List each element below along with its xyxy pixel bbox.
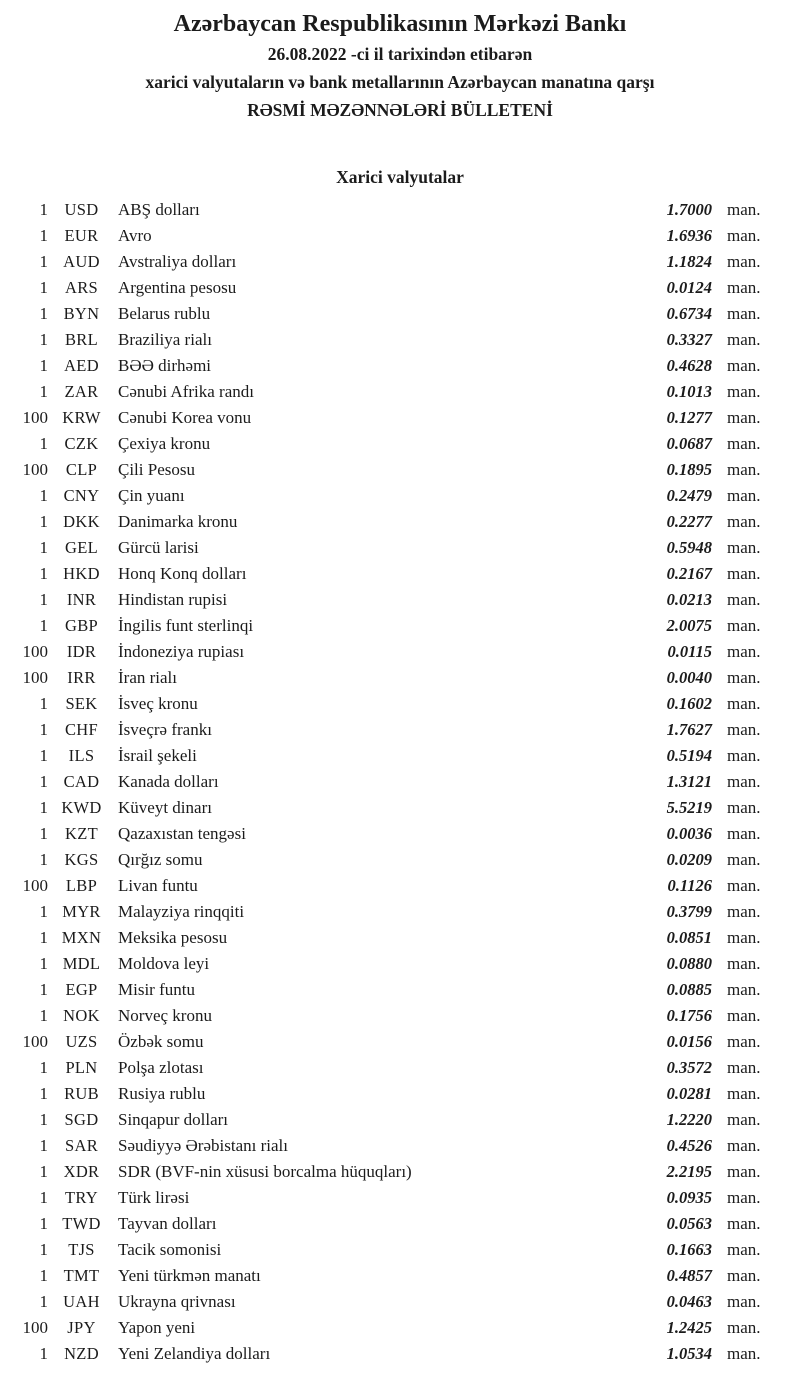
- currency-rate: 0.0851: [666, 928, 712, 947]
- currency-code: UZS: [65, 1032, 98, 1051]
- currency-quantity: 1: [39, 928, 48, 947]
- currency-unit: man.: [727, 746, 761, 765]
- currency-code: ILS: [68, 746, 95, 765]
- currency-name: Türk lirəsi: [118, 1188, 190, 1207]
- currency-rate: 0.0124: [666, 278, 712, 297]
- currency-code: MXN: [61, 928, 102, 947]
- currency-row: [0, 587, 800, 613]
- currency-row: [0, 1263, 800, 1289]
- currency-unit: man.: [727, 928, 761, 947]
- currency-row: [0, 1341, 800, 1367]
- currency-unit: man.: [727, 356, 761, 375]
- currency-row: [0, 717, 800, 743]
- currency-code: ZAR: [64, 382, 99, 401]
- currency-row: [0, 1289, 800, 1315]
- currency-name: Malayziya rinqqiti: [118, 902, 245, 921]
- currency-code: EUR: [64, 226, 99, 245]
- currency-name: Yeni Zelandiya dolları: [118, 1344, 271, 1363]
- currency-name: ABŞ dolları: [118, 200, 200, 219]
- currency-rate: 0.2167: [666, 564, 712, 583]
- currency-rate: 0.1126: [667, 876, 712, 895]
- currency-name: Livan funtu: [118, 876, 198, 895]
- currency-name: Cənubi Afrika randı: [118, 382, 254, 401]
- currency-row: [0, 249, 800, 275]
- currency-row: [0, 353, 800, 379]
- currency-row: [0, 769, 800, 795]
- currency-name: Kanada dolları: [118, 772, 219, 791]
- currency-code: RUB: [64, 1084, 99, 1103]
- currency-row: [0, 1107, 800, 1133]
- currency-rate: 0.0935: [666, 1188, 712, 1207]
- currency-unit: man.: [727, 460, 761, 479]
- currency-rate: 0.0156: [666, 1032, 712, 1051]
- currency-code: AUD: [63, 252, 100, 271]
- currency-name: Norveç kronu: [118, 1006, 212, 1025]
- currency-unit: man.: [727, 1214, 761, 1233]
- currency-unit: man.: [727, 1136, 761, 1155]
- currency-unit: man.: [727, 1006, 761, 1025]
- currency-quantity: 1: [39, 720, 48, 739]
- currency-row: [0, 925, 800, 951]
- currency-name: İsveç kronu: [118, 694, 198, 713]
- currency-rate: 0.5948: [666, 538, 712, 557]
- subtitle-line: xarici valyutaların və bank metallarının Azərbaycan manatına qarşı: [145, 72, 655, 92]
- currency-quantity: 1: [39, 980, 48, 999]
- currency-name: İran rialı: [118, 668, 177, 687]
- currency-rate: 0.4857: [666, 1266, 712, 1285]
- currency-rate: 0.2277: [666, 512, 712, 531]
- currency-code: MYR: [62, 902, 101, 921]
- currency-unit: man.: [727, 1084, 761, 1103]
- currency-name: Tacik somonisi: [118, 1240, 222, 1259]
- currency-quantity: 1: [39, 1292, 48, 1311]
- currency-row: [0, 483, 800, 509]
- currency-quantity: 1: [39, 226, 48, 245]
- currency-quantity: 1: [39, 616, 48, 635]
- currency-code: CHF: [65, 720, 98, 739]
- currency-code: EGP: [65, 980, 98, 999]
- currency-quantity: 1: [39, 278, 48, 297]
- currency-rate: 0.1602: [666, 694, 712, 713]
- currency-code: BRL: [65, 330, 98, 349]
- currency-code: LBP: [65, 876, 98, 895]
- currency-code: NZD: [64, 1344, 99, 1363]
- currency-unit: man.: [727, 330, 761, 349]
- currency-name: İndoneziya rupiası: [118, 642, 245, 661]
- currency-name: Danimarka kronu: [118, 512, 238, 531]
- currency-name: Ukrayna qrivnası: [118, 1292, 236, 1311]
- currency-quantity: 100: [22, 1318, 48, 1337]
- currency-quantity: 100: [22, 642, 48, 661]
- currency-row: [0, 873, 800, 899]
- currency-quantity: 1: [39, 512, 48, 531]
- currency-row: [0, 1315, 800, 1341]
- currency-quantity: 1: [39, 486, 48, 505]
- currency-code: CAD: [63, 772, 100, 791]
- currency-rate: 0.0885: [666, 980, 712, 999]
- currency-rate: 0.3572: [666, 1058, 712, 1077]
- currency-name: Qırğız somu: [118, 850, 203, 869]
- currency-code: DKK: [63, 512, 100, 531]
- currency-quantity: 1: [39, 1136, 48, 1155]
- currency-quantity: 1: [39, 538, 48, 557]
- currency-name: Meksika pesosu: [118, 928, 228, 947]
- currency-unit: man.: [727, 304, 761, 323]
- currency-quantity: 1: [39, 330, 48, 349]
- currency-rate: 0.0213: [666, 590, 712, 609]
- currency-code: TMT: [63, 1266, 100, 1285]
- section-title-foreign-currencies: Xarici valyutalar: [336, 167, 464, 187]
- currency-row: [0, 795, 800, 821]
- currency-unit: man.: [727, 694, 761, 713]
- currency-code: JPY: [67, 1318, 96, 1337]
- currency-quantity: 1: [39, 850, 48, 869]
- currency-name: Cənubi Korea vonu: [118, 408, 252, 427]
- currency-name: İsveçrə frankı: [118, 720, 212, 739]
- currency-unit: man.: [727, 486, 761, 505]
- currency-rate: 0.0880: [666, 954, 712, 973]
- currency-row: [0, 535, 800, 561]
- currency-quantity: 1: [39, 304, 48, 323]
- currency-unit: man.: [727, 954, 761, 973]
- currency-row: [0, 613, 800, 639]
- currency-rate: 1.0534: [666, 1344, 712, 1363]
- currency-name: Honq Konq dolları: [118, 564, 247, 583]
- currency-unit: man.: [727, 1188, 761, 1207]
- currency-row: [0, 275, 800, 301]
- currency-rate: 0.0036: [666, 824, 712, 843]
- currency-rate: 0.0209: [666, 850, 712, 869]
- currency-unit: man.: [727, 980, 761, 999]
- currency-rate: 0.2479: [666, 486, 712, 505]
- currency-unit: man.: [727, 538, 761, 557]
- currency-code: TWD: [62, 1214, 101, 1233]
- currency-unit: man.: [727, 798, 761, 817]
- currency-name: İsrail şekeli: [118, 746, 197, 765]
- currency-row: [0, 223, 800, 249]
- currency-row: [0, 1185, 800, 1211]
- currency-quantity: 1: [39, 434, 48, 453]
- currency-unit: man.: [727, 850, 761, 869]
- currency-code: UAH: [63, 1292, 100, 1311]
- currency-row: [0, 821, 800, 847]
- currency-quantity: 1: [39, 902, 48, 921]
- currency-unit: man.: [727, 200, 761, 219]
- currency-code: KRW: [62, 408, 101, 427]
- currency-quantity: 100: [22, 668, 48, 687]
- currency-name: Avro: [118, 226, 152, 245]
- currency-unit: man.: [727, 642, 761, 661]
- currency-unit: man.: [727, 252, 761, 271]
- currency-unit: man.: [727, 512, 761, 531]
- currency-rate: 0.1277: [666, 408, 712, 427]
- currency-name: Yeni türkmən manatı: [118, 1266, 261, 1285]
- currency-quantity: 1: [39, 590, 48, 609]
- currency-name: Çexiya kronu: [118, 434, 211, 453]
- currency-unit: man.: [727, 1318, 761, 1337]
- currency-row: [0, 197, 800, 223]
- currency-code: SAR: [65, 1136, 98, 1155]
- currency-row: [0, 665, 800, 691]
- bulletin-title: RƏSMİ MƏZƏNNƏLƏRİ BÜLLETENİ: [247, 100, 553, 120]
- currency-rate: 0.3327: [666, 330, 712, 349]
- currency-quantity: 1: [39, 1214, 48, 1233]
- currency-code: GEL: [65, 538, 98, 557]
- currency-quantity: 1: [39, 1084, 48, 1103]
- currency-code: SGD: [64, 1110, 99, 1129]
- currency-unit: man.: [727, 902, 761, 921]
- currency-row: [0, 899, 800, 925]
- currency-name: Küveyt dinarı: [118, 798, 212, 817]
- currency-rate: 0.0463: [666, 1292, 712, 1311]
- currency-unit: man.: [727, 1266, 761, 1285]
- currency-rate: 0.1895: [666, 460, 712, 479]
- currency-code: INR: [66, 590, 97, 609]
- effective-date-line: 26.08.2022 -ci il tarixindən etibarən: [267, 44, 533, 64]
- currency-quantity: 1: [39, 1058, 48, 1077]
- currency-quantity: 1: [39, 1240, 48, 1259]
- currency-name: Argentina pesosu: [118, 278, 237, 297]
- currency-unit: man.: [727, 668, 761, 687]
- currency-name: Belarus rublu: [118, 304, 211, 323]
- currency-quantity: 100: [22, 460, 48, 479]
- currency-unit: man.: [727, 382, 761, 401]
- currency-unit: man.: [727, 720, 761, 739]
- currency-rate: 0.0687: [666, 434, 712, 453]
- currency-name: Çili Pesosu: [118, 460, 195, 479]
- currency-name: Moldova leyi: [118, 954, 210, 973]
- currency-name: Yapon yeni: [118, 1318, 196, 1337]
- currency-table: [0, 197, 800, 1367]
- currency-name: Braziliya rialı: [118, 330, 212, 349]
- currency-name: BƏƏ dirhəmi: [118, 356, 212, 375]
- currency-code: KGS: [64, 850, 99, 869]
- currency-quantity: 1: [39, 1266, 48, 1285]
- currency-unit: man.: [727, 278, 761, 297]
- currency-rate: 0.6734: [666, 304, 712, 323]
- currency-rate: 0.4526: [666, 1136, 712, 1155]
- bulletin-header: [0, 0, 800, 124]
- currency-name: Avstraliya dolları: [118, 252, 237, 271]
- currency-row: [0, 1237, 800, 1263]
- currency-unit: man.: [727, 1058, 761, 1077]
- currency-rate: 2.2195: [666, 1162, 712, 1181]
- currency-quantity: 1: [39, 564, 48, 583]
- currency-row: [0, 379, 800, 405]
- currency-unit: man.: [727, 408, 761, 427]
- currency-code: AED: [64, 356, 99, 375]
- currency-unit: man.: [727, 772, 761, 791]
- currency-quantity: 1: [39, 1162, 48, 1181]
- currency-code: TRY: [65, 1188, 98, 1207]
- currency-unit: man.: [727, 1344, 761, 1363]
- currency-quantity: 1: [39, 356, 48, 375]
- bank-name-title: Azərbaycan Respublikasının Mərkəzi Bankı: [173, 11, 627, 37]
- currency-unit: man.: [727, 1032, 761, 1051]
- currency-code: IRR: [67, 668, 96, 687]
- currency-rate: 0.1756: [666, 1006, 712, 1025]
- currency-row: [0, 301, 800, 327]
- currency-quantity: 1: [39, 1006, 48, 1025]
- currency-code: USD: [64, 200, 99, 219]
- currency-row: [0, 509, 800, 535]
- currency-row: [0, 1055, 800, 1081]
- currency-rate: 1.3121: [666, 772, 712, 791]
- currency-name: Sinqapur dolları: [118, 1110, 229, 1129]
- currency-code: NOK: [63, 1006, 100, 1025]
- currency-unit: man.: [727, 226, 761, 245]
- currency-rate: 0.5194: [666, 746, 712, 765]
- currency-rate: 1.6936: [666, 226, 712, 245]
- currency-unit: man.: [727, 876, 761, 895]
- currency-code: IDR: [66, 642, 97, 661]
- currency-unit: man.: [727, 1110, 761, 1129]
- currency-row: [0, 847, 800, 873]
- currency-rate: 0.3799: [666, 902, 712, 921]
- currency-name: Gürcü larisi: [118, 538, 199, 557]
- currency-code: SEK: [65, 694, 98, 713]
- currency-row: [0, 691, 800, 717]
- currency-quantity: 1: [39, 1344, 48, 1363]
- currency-code: TJS: [68, 1240, 95, 1259]
- currency-code: KZT: [65, 824, 98, 843]
- currency-quantity: 1: [39, 200, 48, 219]
- currency-row: [0, 327, 800, 353]
- currency-quantity: 1: [39, 824, 48, 843]
- currency-quantity: 100: [22, 876, 48, 895]
- currency-code: XDR: [63, 1162, 100, 1181]
- currency-code: MDL: [62, 954, 101, 973]
- currency-rate: 0.1013: [666, 382, 712, 401]
- currency-name: Rusiya rublu: [118, 1084, 206, 1103]
- currency-code: CLP: [65, 460, 98, 479]
- currency-name: Özbək somu: [118, 1032, 204, 1051]
- currency-name: Misir funtu: [118, 980, 195, 999]
- currency-unit: man.: [727, 616, 761, 635]
- currency-row: [0, 639, 800, 665]
- currency-rate: 0.0281: [666, 1084, 712, 1103]
- currency-code: CNY: [63, 486, 100, 505]
- currency-quantity: 1: [39, 252, 48, 271]
- currency-code: HKD: [63, 564, 100, 583]
- currency-rate: 0.1663: [666, 1240, 712, 1259]
- currency-unit: man.: [727, 1292, 761, 1311]
- currency-rate: 2.0075: [666, 616, 712, 635]
- currency-name: Səudiyyə Ərəbistanı rialı: [118, 1136, 288, 1155]
- currency-code: PLN: [65, 1058, 98, 1077]
- currency-code: ARS: [65, 278, 98, 297]
- currency-row: [0, 1159, 800, 1185]
- currency-unit: man.: [727, 1240, 761, 1259]
- currency-quantity: 1: [39, 772, 48, 791]
- currency-quantity: 1: [39, 382, 48, 401]
- currency-quantity: 1: [39, 694, 48, 713]
- currency-rate: 0.0040: [666, 668, 712, 687]
- currency-unit: man.: [727, 434, 761, 453]
- currency-quantity: 100: [22, 408, 48, 427]
- currency-quantity: 1: [39, 746, 48, 765]
- currency-row: [0, 1211, 800, 1237]
- currency-row: [0, 1081, 800, 1107]
- currency-code: KWD: [61, 798, 102, 817]
- currency-row: [0, 1003, 800, 1029]
- currency-code: CZK: [64, 434, 99, 453]
- currency-quantity: 1: [39, 1188, 48, 1207]
- currency-code: GBP: [65, 616, 98, 635]
- currency-rate: 1.7000: [666, 200, 712, 219]
- currency-row: [0, 457, 800, 483]
- currency-quantity: 100: [22, 1032, 48, 1051]
- currency-rate: 0.0563: [666, 1214, 712, 1233]
- currency-name: Polşa zlotası: [118, 1058, 204, 1077]
- currency-quantity: 1: [39, 798, 48, 817]
- currency-unit: man.: [727, 590, 761, 609]
- currency-rate: 0.0115: [667, 642, 712, 661]
- currency-unit: man.: [727, 564, 761, 583]
- currency-row: [0, 1029, 800, 1055]
- currency-quantity: 1: [39, 1110, 48, 1129]
- currency-rate: 1.2425: [666, 1318, 712, 1337]
- currency-row: [0, 743, 800, 769]
- currency-row: [0, 1133, 800, 1159]
- currency-name: Qazaxıstan tengəsi: [118, 824, 246, 843]
- currency-rate: 1.1824: [666, 252, 712, 271]
- currency-row: [0, 977, 800, 1003]
- currency-quantity: 1: [39, 954, 48, 973]
- currency-unit: man.: [727, 1162, 761, 1181]
- currency-name: Çin yuanı: [118, 486, 185, 505]
- currency-name: İngilis funt sterlinqi: [118, 616, 254, 635]
- currency-rate: 5.5219: [666, 798, 712, 817]
- currency-row: [0, 431, 800, 457]
- currency-rate: 1.7627: [666, 720, 712, 739]
- currency-name: Hindistan rupisi: [118, 590, 228, 609]
- currency-unit: man.: [727, 824, 761, 843]
- currency-name: SDR (BVF-nin xüsusi borcalma hüquqları): [118, 1162, 412, 1181]
- currency-code: BYN: [63, 304, 100, 323]
- currency-row: [0, 405, 800, 431]
- currency-name: Tayvan dolları: [118, 1214, 217, 1233]
- currency-row: [0, 951, 800, 977]
- currency-row: [0, 561, 800, 587]
- currency-rate: 0.4628: [666, 356, 712, 375]
- currency-rate: 1.2220: [666, 1110, 712, 1129]
